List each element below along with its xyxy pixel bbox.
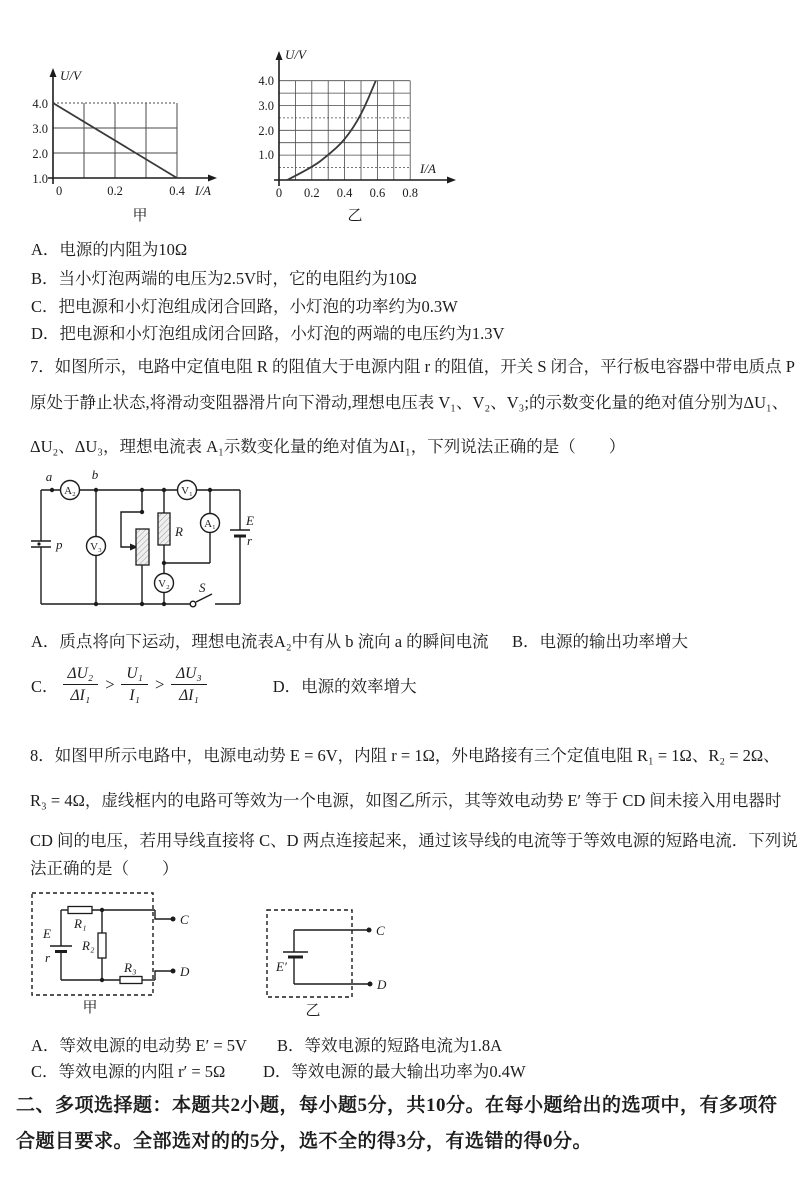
node-b-label: b	[91, 467, 99, 482]
ytick: 3.0	[32, 122, 48, 136]
ytick: 4.0	[32, 97, 48, 111]
switch-S-label: S	[199, 580, 206, 595]
fraction-numerator: U₁	[121, 664, 148, 685]
ytick: 1.0	[32, 172, 48, 186]
q7-line-3: ΔU₂、ΔU₃，理想电流表 A₁示数变化量的绝对值为ΔI₁，下列说法正确的是（ ）	[30, 437, 626, 456]
resistor-R3	[120, 977, 142, 984]
q6-option-d: D．把电源和小灯泡组成闭合回路，小灯泡的两端的电压约为1.3V	[31, 324, 505, 343]
y-axis-label: U/V	[285, 47, 306, 62]
ytick: 3.0	[258, 99, 274, 113]
q8-option-d: D．等效电源的最大输出功率为0.4W	[263, 1062, 526, 1081]
x-axis-label: I/A	[420, 161, 436, 176]
ytick: 2.0	[258, 124, 274, 138]
q8-line-4: 法正确的是（ ）	[30, 859, 179, 878]
q8-line-2: R₃ = 4Ω，虚线框内的电路可等效为一个电源，如图乙所示，其等效电动势 E′ 等于 CD 间未接入用电器时	[30, 791, 782, 810]
particle-p-label: p	[56, 537, 63, 552]
internal-r-label: r	[45, 950, 51, 965]
y-axis-arrow	[276, 51, 283, 60]
fraction-numerator: ΔU₂	[63, 664, 99, 685]
xtick: 0.6	[369, 186, 386, 200]
x-axis-arrow	[447, 177, 456, 184]
fraction-numerator: ΔU₃	[171, 664, 207, 685]
voltmeter-v2-label: V₂	[158, 578, 170, 590]
q7-option-cd-row	[31, 664, 417, 705]
q6-option-c: C．把电源和小灯泡组成闭合回路，小灯泡的功率约为0.3W	[31, 297, 458, 316]
ammeter-a1-label: A₁	[204, 518, 216, 530]
terminal-C-label: C	[180, 912, 189, 927]
q7-line-1: 7．如图所示，电路中定值电阻 R 的阻值大于电源内阻 r 的阻值，开关 S 闭合，平行板电容器中带电质点 P	[30, 357, 795, 376]
q7-option-a: A．质点将向下运动，理想电流表A₂中有从 b 流向 a 的瞬间电流	[31, 632, 489, 651]
greater-than-sign: >	[104, 674, 116, 694]
fraction-denominator: I₁	[129, 687, 140, 704]
q8-jia-caption: 甲	[82, 1000, 98, 1016]
q8-option-c: C．等效电源的内阻 r′ = 5Ω	[31, 1062, 226, 1081]
rheostat-body	[136, 529, 149, 565]
q8-option-a: A．等效电源的电动势 E′ = 5V	[31, 1036, 247, 1055]
x-axis-arrow	[208, 175, 217, 182]
q7-circuit-diagram	[28, 466, 313, 626]
resistor-R2-label: R₂	[82, 938, 95, 953]
graph-jia-axes	[48, 74, 211, 184]
fraction-du3-di1	[171, 664, 207, 705]
xtick: 0	[275, 186, 283, 200]
graph-jia	[15, 58, 250, 233]
fraction-u1-i1	[121, 664, 148, 705]
terminal-D-label: D	[377, 977, 387, 992]
q8-jia-wires	[50, 910, 173, 980]
q8-yi-dots	[367, 928, 373, 987]
greater-than-sign: >	[153, 674, 166, 694]
node-a-label: a	[45, 469, 53, 484]
xtick: 0	[56, 184, 63, 198]
voltmeter-v1-label: V₁	[181, 485, 193, 497]
y-axis-label: U/V	[60, 68, 81, 83]
x-axis-label: I/A	[195, 183, 211, 198]
terminal-C-label: C	[376, 923, 385, 938]
equivalent-emf-label: E′	[276, 959, 287, 974]
y-axis-arrow	[50, 68, 57, 77]
resistor-R1	[68, 907, 92, 914]
xtick: 0.4	[169, 184, 185, 198]
xtick: 0.2	[107, 184, 123, 198]
xtick: 0.4	[336, 186, 353, 200]
resistor-R	[158, 513, 170, 545]
xtick: 0.8	[402, 186, 419, 200]
graph-jia-caption: 甲	[132, 208, 148, 224]
internal-r-label: r	[247, 533, 253, 548]
q7-option-d: D．电源的效率增大	[272, 676, 417, 696]
q8-yi-caption: 乙	[305, 1003, 321, 1019]
q8-option-b: B．等效电源的短路电流为1.8A	[277, 1036, 503, 1055]
graph-yi-caption: 乙	[347, 208, 363, 224]
resistor-R1-label: R₁	[74, 916, 87, 931]
fraction-du2-di1	[63, 664, 99, 705]
fraction-denominator: ΔI₁	[70, 687, 91, 704]
terminal-D-label: D	[180, 964, 190, 979]
q7-option-c-label: C．	[31, 676, 59, 696]
emf-E-label: E	[246, 513, 254, 528]
xtick: 0.2	[303, 186, 320, 200]
q6-option-b: B．当小灯泡两端的电压为2.5V时，它的电阻约为10Ω	[31, 269, 417, 288]
ytick: 2.0	[32, 147, 48, 161]
resistor-R-label: R	[175, 524, 183, 539]
emf-E-label: E	[43, 926, 51, 941]
resistor-R2	[98, 933, 106, 958]
q8-circuit-jia	[26, 888, 231, 1023]
graph-yi-grid	[279, 81, 410, 180]
voltmeter-v3-label: V₃	[90, 541, 102, 553]
q7-option-b: B．电源的输出功率增大	[512, 632, 689, 651]
q8-line-1: 8．如图甲所示电路中，电源电动势 E = 6V，内阻 r = 1Ω，外电路接有三个定值电阻 R₁ = 1Ω、R₂ = 2Ω、	[30, 746, 780, 765]
q8-line-3: CD 间的电压，若用导线直接将 C、D 两点连接起来，通过该导线的电流等于等效电源的短路电流．下列说	[30, 831, 798, 850]
q7-line-2: 原处于静止状态,将滑动变阻器滑片向下滑动,理想电压表 V₁、V₂、V₃;的示数变化量的绝对值分别为ΔU₁、	[30, 393, 789, 412]
q8-circuit-yi	[253, 903, 438, 1028]
ytick: 1.0	[258, 148, 274, 162]
ytick: 4.0	[258, 74, 274, 88]
graph-yi	[250, 45, 470, 230]
q6-option-a: A．电源的内阻为10Ω	[31, 240, 188, 259]
resistor-R3-label: R₃	[124, 960, 137, 975]
ammeter-a2-label: A₂	[64, 485, 76, 497]
section2-header-line-1: 二、多项选择题：本题共2小题，每小题5分，共10分。在每小题给出的选项中，有多项符	[16, 1095, 778, 1116]
section2-header-line-2: 合题目要求。全部选对的的5分，选不全的得3分，有选错的得0分。	[16, 1131, 593, 1152]
fraction-denominator: ΔI₁	[179, 687, 199, 704]
